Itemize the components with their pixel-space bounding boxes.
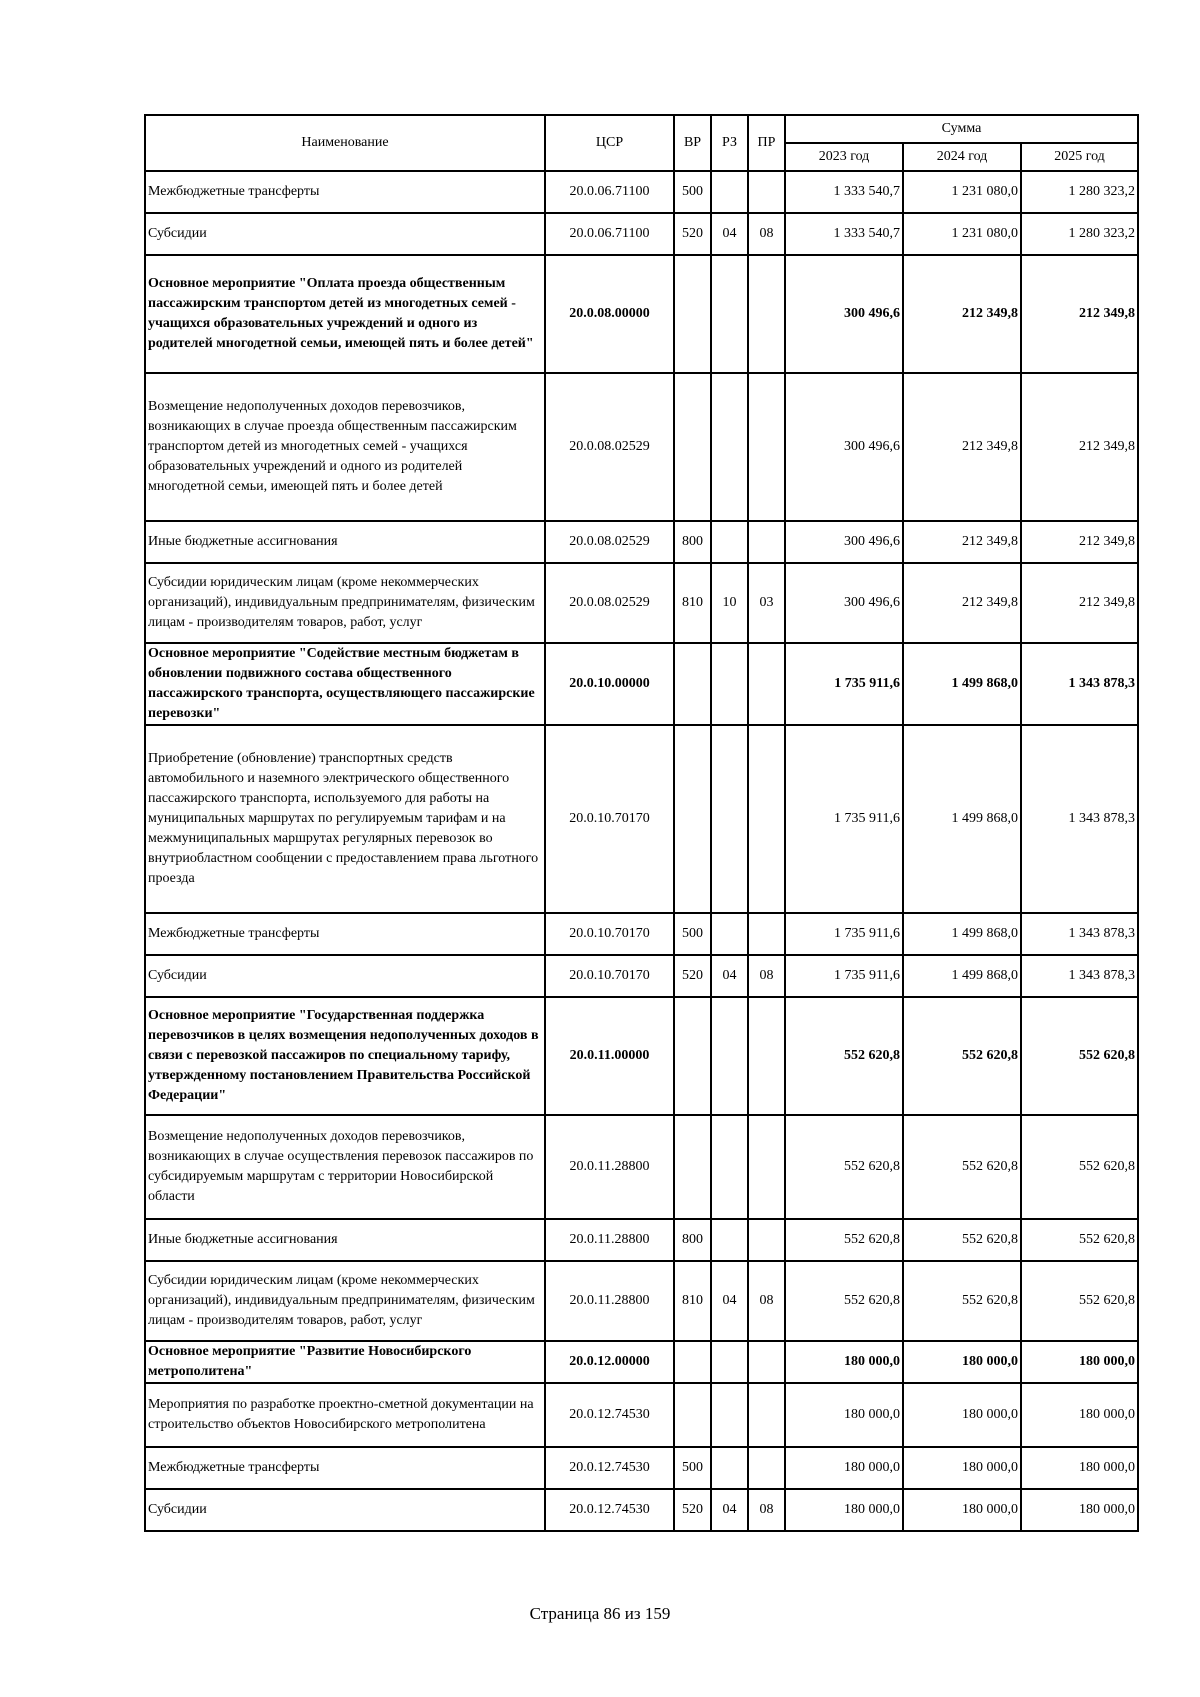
cell-vr: 520	[674, 955, 711, 997]
cell-vr: 500	[674, 913, 711, 955]
cell-year-2024: 1 499 868,0	[903, 913, 1021, 955]
cell-csr: 20.0.11.28800	[545, 1261, 674, 1341]
cell-name: Субсидии	[145, 955, 545, 997]
cell-rz	[711, 521, 748, 563]
header-csr: ЦСР	[545, 115, 674, 171]
cell-year-2023: 1 333 540,7	[785, 213, 903, 255]
cell-name: Основное мероприятие "Государственная поддержка перевозчиков в целях возмещения недополученных доходов в связи с перевозкой пассажиров по специальному тарифу, утвержденному постановлением Правительства Российской Федерации"	[145, 997, 545, 1115]
cell-year-2025: 180 000,0	[1021, 1341, 1138, 1383]
cell-year-2023: 552 620,8	[785, 1219, 903, 1261]
table-row	[145, 1115, 1138, 1219]
table-row	[145, 1219, 1138, 1261]
table-row	[145, 563, 1138, 643]
cell-year-2023: 300 496,6	[785, 563, 903, 643]
cell-pr	[748, 1447, 785, 1489]
cell-pr: 08	[748, 1489, 785, 1531]
cell-csr: 20.0.08.02529	[545, 373, 674, 521]
cell-rz	[711, 643, 748, 725]
cell-rz	[711, 255, 748, 373]
page-number: Страница 86 из 159	[529, 1604, 671, 1623]
cell-year-2023: 1 735 911,6	[785, 955, 903, 997]
cell-name: Межбюджетные трансферты	[145, 913, 545, 955]
cell-pr	[748, 997, 785, 1115]
cell-name: Межбюджетные трансферты	[145, 171, 545, 213]
cell-year-2023: 300 496,6	[785, 521, 903, 563]
cell-year-2023: 300 496,6	[785, 255, 903, 373]
cell-rz	[711, 725, 748, 913]
cell-year-2025: 1 343 878,3	[1021, 725, 1138, 913]
cell-csr: 20.0.06.71100	[545, 213, 674, 255]
cell-csr: 20.0.12.74530	[545, 1383, 674, 1447]
cell-year-2024: 180 000,0	[903, 1447, 1021, 1489]
cell-vr	[674, 255, 711, 373]
cell-year-2024: 212 349,8	[903, 255, 1021, 373]
cell-vr	[674, 373, 711, 521]
cell-year-2023: 1 735 911,6	[785, 913, 903, 955]
cell-year-2024: 1 231 080,0	[903, 171, 1021, 213]
header-name: Наименование	[145, 115, 545, 171]
cell-year-2025: 1 280 323,2	[1021, 171, 1138, 213]
cell-name: Возмещение недополученных доходов перевозчиков, возникающих в случае проезда общественным пассажирским транспортом детей из многодетных семей - учащихся образовательных учреждений и одного из родителей многодетной семьи, имеющей пять и более детей	[145, 373, 545, 521]
cell-csr: 20.0.11.28800	[545, 1115, 674, 1219]
cell-name: Основное мероприятие "Развитие Новосибирского метрополитена"	[145, 1341, 545, 1383]
cell-name: Субсидии юридическим лицам (кроме некоммерческих организаций), индивидуальным предпринимателям, физическим лицам - производителям товаров, работ, услуг	[145, 1261, 545, 1341]
cell-pr	[748, 1341, 785, 1383]
cell-year-2023: 180 000,0	[785, 1447, 903, 1489]
cell-year-2025: 180 000,0	[1021, 1383, 1138, 1447]
cell-name: Иные бюджетные ассигнования	[145, 521, 545, 563]
cell-vr: 520	[674, 1489, 711, 1531]
cell-year-2023: 1 735 911,6	[785, 643, 903, 725]
cell-name: Основное мероприятие "Оплата проезда общественным пассажирским транспортом детей из многодетных семей - учащихся образовательных учреждений и одного из родителей многодетной семьи, имеющей пять и более детей"	[145, 255, 545, 373]
header-vr: ВР	[674, 115, 711, 171]
cell-csr: 20.0.08.02529	[545, 563, 674, 643]
cell-name: Основное мероприятие "Содействие местным бюджетам в обновлении подвижного состава общественного пассажирского транспорта, осуществляющего пассажирские перевозки"	[145, 643, 545, 725]
header-year-2024: 2024 год	[903, 143, 1021, 171]
cell-year-2024: 1 499 868,0	[903, 725, 1021, 913]
cell-csr: 20.0.11.00000	[545, 997, 674, 1115]
cell-vr	[674, 725, 711, 913]
cell-csr: 20.0.06.71100	[545, 171, 674, 213]
cell-year-2023: 180 000,0	[785, 1341, 903, 1383]
cell-year-2024: 212 349,8	[903, 521, 1021, 563]
cell-vr	[674, 997, 711, 1115]
table-row	[145, 997, 1138, 1115]
table-row	[145, 1447, 1138, 1489]
cell-year-2025: 1 343 878,3	[1021, 643, 1138, 725]
cell-rz: 04	[711, 213, 748, 255]
cell-vr	[674, 1341, 711, 1383]
cell-vr: 500	[674, 1447, 711, 1489]
cell-year-2023: 1 333 540,7	[785, 171, 903, 213]
cell-pr	[748, 1115, 785, 1219]
cell-name: Иные бюджетные ассигнования	[145, 1219, 545, 1261]
table-row	[145, 255, 1138, 373]
table-header	[145, 115, 1138, 171]
cell-year-2023: 300 496,6	[785, 373, 903, 521]
cell-name: Мероприятия по разработке проектно-сметной документации на строительство объектов Новосибирского метрополитена	[145, 1383, 545, 1447]
table-row	[145, 213, 1138, 255]
table-row	[145, 955, 1138, 997]
cell-year-2025: 1 343 878,3	[1021, 955, 1138, 997]
cell-rz: 04	[711, 1261, 748, 1341]
cell-rz: 10	[711, 563, 748, 643]
cell-vr: 810	[674, 1261, 711, 1341]
cell-csr: 20.0.12.00000	[545, 1341, 674, 1383]
cell-year-2024: 212 349,8	[903, 563, 1021, 643]
cell-year-2023: 180 000,0	[785, 1383, 903, 1447]
cell-year-2023: 180 000,0	[785, 1489, 903, 1531]
cell-vr	[674, 1383, 711, 1447]
cell-rz	[711, 373, 748, 521]
cell-year-2025: 212 349,8	[1021, 255, 1138, 373]
cell-rz	[711, 913, 748, 955]
cell-year-2024: 552 620,8	[903, 1115, 1021, 1219]
table-body	[145, 171, 1138, 1531]
cell-pr	[748, 725, 785, 913]
cell-csr: 20.0.10.70170	[545, 913, 674, 955]
cell-pr	[748, 373, 785, 521]
cell-pr	[748, 255, 785, 373]
header-rz: РЗ	[711, 115, 748, 171]
table-row	[145, 373, 1138, 521]
cell-vr: 500	[674, 171, 711, 213]
cell-year-2024: 1 231 080,0	[903, 213, 1021, 255]
cell-year-2025: 552 620,8	[1021, 1115, 1138, 1219]
cell-year-2024: 212 349,8	[903, 373, 1021, 521]
cell-year-2023: 552 620,8	[785, 997, 903, 1115]
cell-vr	[674, 643, 711, 725]
cell-name: Субсидии юридическим лицам (кроме некоммерческих организаций), индивидуальным предпринимателям, физическим лицам - производителям товаров, работ, услуг	[145, 563, 545, 643]
table-row	[145, 1341, 1138, 1383]
cell-csr: 20.0.12.74530	[545, 1489, 674, 1531]
cell-year-2024: 180 000,0	[903, 1383, 1021, 1447]
cell-name: Субсидии	[145, 1489, 545, 1531]
cell-rz: 04	[711, 955, 748, 997]
cell-year-2025: 180 000,0	[1021, 1447, 1138, 1489]
cell-year-2025: 552 620,8	[1021, 1219, 1138, 1261]
cell-csr: 20.0.08.02529	[545, 521, 674, 563]
cell-year-2025: 1 280 323,2	[1021, 213, 1138, 255]
header-pr: ПР	[748, 115, 785, 171]
cell-year-2025: 212 349,8	[1021, 521, 1138, 563]
table-row	[145, 725, 1138, 913]
cell-name: Межбюджетные трансферты	[145, 1447, 545, 1489]
cell-year-2023: 1 735 911,6	[785, 725, 903, 913]
cell-year-2025: 212 349,8	[1021, 563, 1138, 643]
table-row	[145, 1383, 1138, 1447]
cell-rz	[711, 1341, 748, 1383]
cell-rz	[711, 997, 748, 1115]
cell-vr: 520	[674, 213, 711, 255]
cell-pr	[748, 1219, 785, 1261]
cell-year-2025: 552 620,8	[1021, 997, 1138, 1115]
header-sum: Сумма	[785, 115, 1138, 143]
cell-csr: 20.0.10.00000	[545, 643, 674, 725]
cell-year-2024: 552 620,8	[903, 1219, 1021, 1261]
cell-name: Приобретение (обновление) транспортных средств автомобильного и наземного электрического общественного пассажирского транспорта, используемого для работы на муниципальных маршрутах по регулируемым тарифам и на межмуниципальных маршрутах регулярных перевозок во внутриобластном сообщении с предоставлением права льготного проезда	[145, 725, 545, 913]
cell-year-2025: 552 620,8	[1021, 1261, 1138, 1341]
cell-vr: 800	[674, 521, 711, 563]
cell-rz	[711, 1383, 748, 1447]
cell-name: Субсидии	[145, 213, 545, 255]
cell-year-2024: 552 620,8	[903, 997, 1021, 1115]
cell-rz: 04	[711, 1489, 748, 1531]
cell-rz	[711, 1447, 748, 1489]
cell-pr	[748, 521, 785, 563]
cell-year-2025: 180 000,0	[1021, 1489, 1138, 1531]
cell-name: Возмещение недополученных доходов перевозчиков, возникающих в случае осуществления перевозок пассажиров по субсидируемым маршрутам с территории Новосибирской области	[145, 1115, 545, 1219]
cell-year-2024: 1 499 868,0	[903, 643, 1021, 725]
cell-pr	[748, 1383, 785, 1447]
cell-csr: 20.0.10.70170	[545, 725, 674, 913]
cell-year-2024: 552 620,8	[903, 1261, 1021, 1341]
budget-table	[144, 114, 1139, 1532]
cell-pr: 08	[748, 1261, 785, 1341]
cell-rz	[711, 171, 748, 213]
cell-year-2025: 1 343 878,3	[1021, 913, 1138, 955]
cell-rz	[711, 1115, 748, 1219]
cell-year-2024: 1 499 868,0	[903, 955, 1021, 997]
table-row	[145, 521, 1138, 563]
table-row	[145, 1489, 1138, 1531]
header-year-2025: 2025 год	[1021, 143, 1138, 171]
cell-pr	[748, 643, 785, 725]
cell-csr: 20.0.10.70170	[545, 955, 674, 997]
cell-pr: 08	[748, 955, 785, 997]
cell-csr: 20.0.08.00000	[545, 255, 674, 373]
cell-year-2024: 180 000,0	[903, 1489, 1021, 1531]
table-row	[145, 171, 1138, 213]
cell-rz	[711, 1219, 748, 1261]
cell-year-2025: 212 349,8	[1021, 373, 1138, 521]
table-row	[145, 1261, 1138, 1341]
cell-pr: 03	[748, 563, 785, 643]
cell-year-2023: 552 620,8	[785, 1261, 903, 1341]
cell-csr: 20.0.12.74530	[545, 1447, 674, 1489]
cell-vr: 810	[674, 563, 711, 643]
header-year-2023: 2023 год	[785, 143, 903, 171]
table-row	[145, 643, 1138, 725]
cell-year-2024: 180 000,0	[903, 1341, 1021, 1383]
cell-pr	[748, 913, 785, 955]
table-row	[145, 913, 1138, 955]
cell-pr: 08	[748, 213, 785, 255]
cell-year-2023: 552 620,8	[785, 1115, 903, 1219]
cell-pr	[748, 171, 785, 213]
cell-vr	[674, 1115, 711, 1219]
cell-vr: 800	[674, 1219, 711, 1261]
cell-csr: 20.0.11.28800	[545, 1219, 674, 1261]
